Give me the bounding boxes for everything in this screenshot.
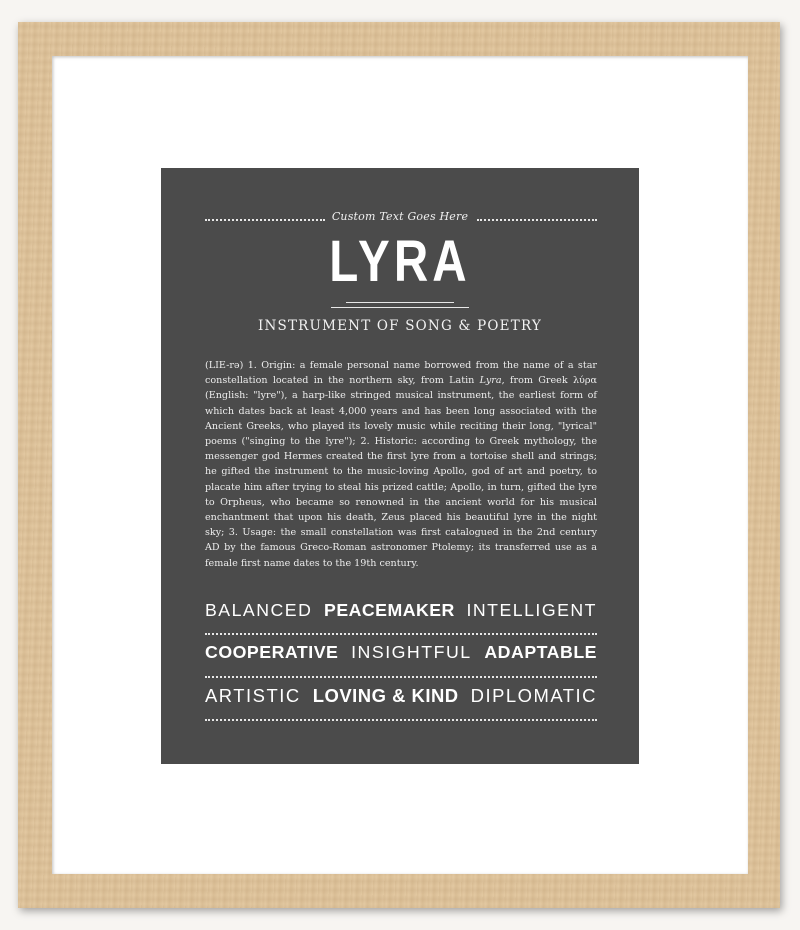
trait-artistic: ARTISTIC: [205, 685, 301, 706]
trait-balanced: BALANCED: [205, 600, 313, 620]
trait-row-3: [205, 685, 597, 715]
trait-row-2: [205, 642, 597, 672]
trait-cooperative: COOPERATIVE: [205, 642, 339, 662]
header-row: [161, 210, 639, 230]
trait-divider-2: [205, 676, 597, 678]
white-mat: [52, 56, 748, 874]
trait-peacemaker: PEACEMAKER: [324, 600, 455, 620]
name-title: LYRA: [329, 229, 471, 294]
name-meaning: INSTRUMENT OF SONG & POETRY: [257, 318, 543, 334]
definition-part-2: , from Greek λύρα (English: "lyre"), a harp-like stringed musical instrument, the earliest form of which dates back at least 4,000 years and has been long associated with the Ancient Greeks, who played its lovely music while reciting their long, "lyrical" poems ("singing to the lyre"); 2. Historic: according to Greek mythology, the messenger god Hermes created the first lyre from a tortoise shell and strings; he gifted the instrument to the music-loving Apollo, god of art and poetry, to placate him after trying to steal his prized cattle; Apollo, in turn, gifted the lyre to Orpheus, who became so renowned in the ancient world for his musical enchantment that upon his death, Zeus placed his beautiful lyre in the night sky; 3. Usage: the small constellation was first catalogued in the 2nd century AD by the famous Greco-Roman astronomer Ptolemy; its transferred use as a female first name dates to the 19th century.: [205, 375, 597, 569]
trait-diplomatic: DIPLOMATIC: [470, 685, 597, 706]
definition-text: [205, 358, 597, 571]
latin-word: Lyra: [479, 375, 502, 387]
trait-insightful: INSIGHTFUL: [351, 642, 472, 662]
title-rule-bottom: [331, 307, 469, 308]
trait-adaptable: ADAPTABLE: [484, 642, 597, 662]
trait-row-1: [205, 600, 597, 630]
trait-divider-1: [205, 633, 597, 635]
definition-part-1: (LIE-rə) 1. Origin: a female personal name borrowed from the name of a star constellation located in the northern sky, from Latin: [205, 360, 597, 387]
trait-divider-3: [205, 719, 597, 721]
trait-intelligent: INTELLIGENT: [466, 600, 597, 620]
wood-frame: [18, 22, 780, 908]
trait-loving-kind: LOVING & KIND: [312, 685, 459, 706]
custom-text: Custom Text Goes Here: [331, 210, 469, 223]
dotted-rule-right: [477, 219, 597, 221]
name-print: [161, 168, 639, 764]
title-rule-top: [346, 302, 454, 303]
